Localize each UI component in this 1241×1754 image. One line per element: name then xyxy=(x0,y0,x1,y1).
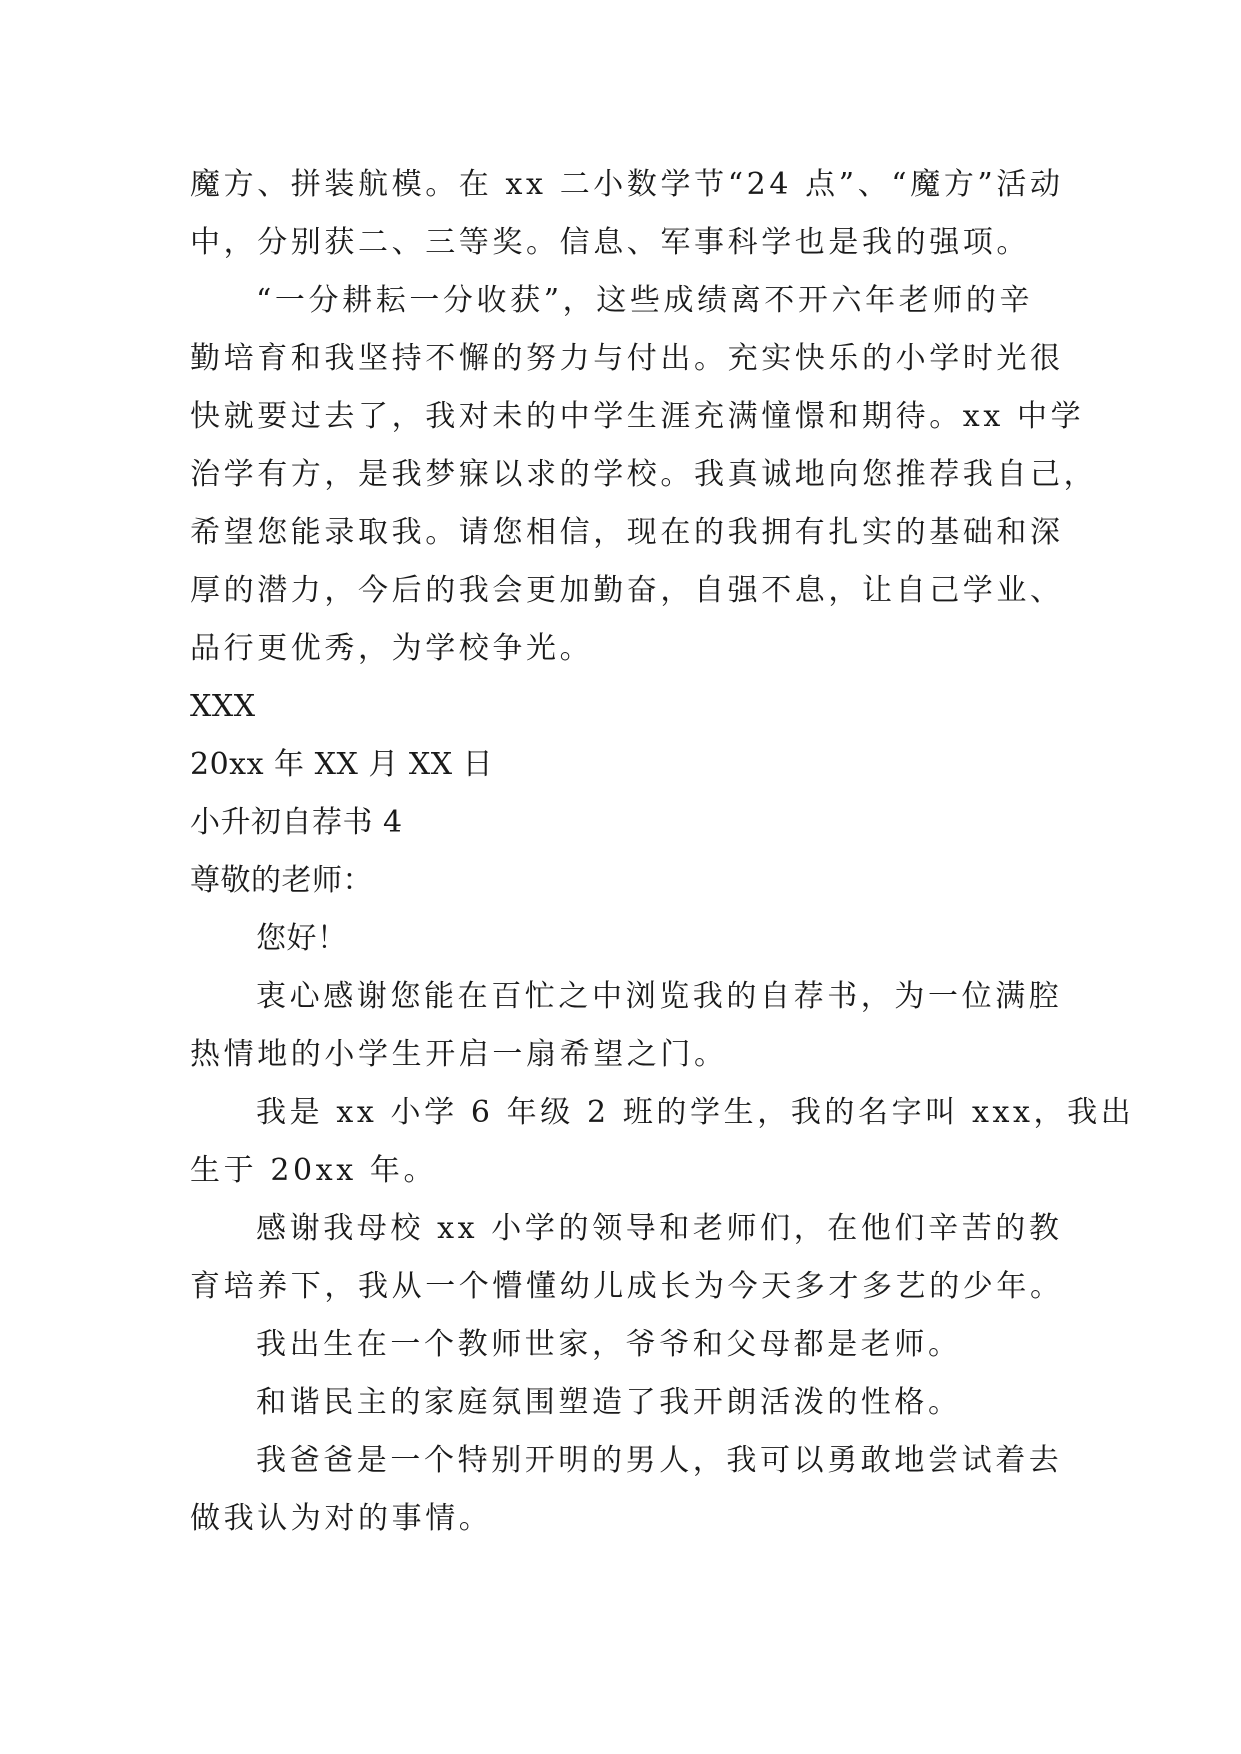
text-line: 热情地的小学生开启一扇希望之门。 xyxy=(190,1037,728,1072)
section-title: 小升初自荐书 4 xyxy=(190,805,403,840)
text-line: 育培养下，我从一个懵懂幼儿成长为今天多才多艺的少年。 xyxy=(190,1269,1064,1304)
text-line: 中，分别获二、三等奖。信息、军事科学也是我的强项。 xyxy=(190,225,1030,260)
text-line: 我是 xx 小学 6 年级 2 班的学生，我的名字叫 xxx，我出 xyxy=(256,1095,1135,1130)
text-line: 感谢我母校 xx 小学的领导和老师们，在他们辛苦的教 xyxy=(256,1211,1063,1246)
signature-name: XXX xyxy=(190,689,256,724)
text-line: 勤培育和我坚持不懈的努力与付出。充实快乐的小学时光很 xyxy=(190,341,1064,376)
text-line: 我出生在一个教师世家，爷爷和父母都是老师。 xyxy=(256,1327,962,1362)
text-line: 治学有方，是我梦寐以求的学校。我真诚地向您推荐我自己， xyxy=(190,457,1098,492)
salutation: 尊敬的老师： xyxy=(190,863,373,898)
text-line: 衷心感谢您能在百忙之中浏览我的自荐书，为一位满腔 xyxy=(256,979,1063,1014)
text-line: 我爸爸是一个特别开明的男人，我可以勇敢地尝试着去 xyxy=(256,1443,1063,1478)
text-line: 生于 20xx 年。 xyxy=(190,1153,438,1188)
signature-date: 20xx 年 XX 月 XX 日 xyxy=(190,747,494,782)
text-line: 做我认为对的事情。 xyxy=(190,1501,493,1536)
text-line: 和谐民主的家庭氛围塑造了我开朗活泼的性格。 xyxy=(256,1385,962,1420)
greeting: 您好！ xyxy=(256,921,348,956)
text-line: 厚的潜力，今后的我会更加勤奋，自强不息，让自己学业、 xyxy=(190,573,1064,608)
text-line: 品行更优秀，为学校争光。 xyxy=(190,631,594,666)
text-line: 魔方、拼装航模。在 xx 二小数学节“24 点”、“魔方”活动 xyxy=(190,167,1064,202)
text-line: “一分耕耘一分收获”，这些成绩离不开六年老师的辛 xyxy=(256,283,1034,318)
text-line: 希望您能录取我。请您相信，现在的我拥有扎实的基础和深 xyxy=(190,515,1064,550)
text-line: 快就要过去了，我对未的中学生涯充满憧憬和期待。xx 中学 xyxy=(190,399,1085,434)
